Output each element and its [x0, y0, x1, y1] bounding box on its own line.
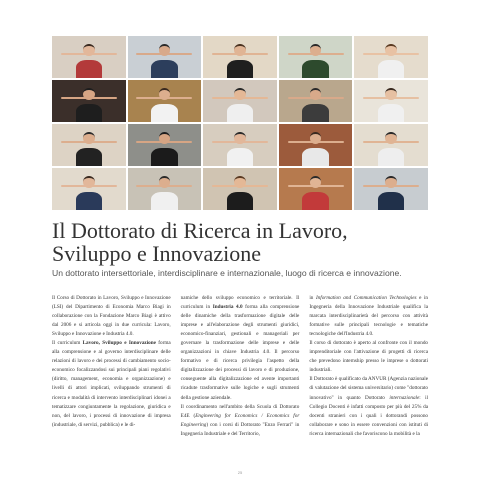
italic-run: internazionale [389, 394, 420, 401]
person-torso [378, 148, 404, 166]
paragraph: Il corso di dottorato è aperto al confronte con il mondo imprenditoriale con l'attivazione di progetti di ricerca che prevedono internship presso le imprese o dottorati industriali. [309, 340, 429, 374]
person-torso [227, 148, 253, 166]
page-subtitle: Un dottorato intersettoriale, interdisciplinare e internazionale, luogo di ricerca e innovazione. [52, 268, 402, 278]
text-run: forma alla comprensione delle dinamiche della trasformazione digitale delle imprese e all'elaborazione degli strumenti giuridici, economico-finanziari, gestionali e manageriali per governare la trasformazione delle imprese e delle organizzazioni in chiave Industria 4.0. Il percorso formativo e di ricerca privilegia l'aspetto della digitalizzazione dei processi di lavoro e di produzione, conseguente alla digitalizzazione ed avente importanti ricadute trasformative sulle logiche e sugli strumenti della gestione aziendale. [180, 304, 300, 401]
photo-tile [128, 124, 202, 166]
italic-run: Engineering for Economics / Economics for Engineering [180, 412, 300, 428]
person-torso [151, 60, 177, 78]
paragraph: Il Corso di Dottorato in Lavoro, Sviluppo e Innovazione (LSI) del Dipartimento di Economia Marco Biagi in collaborazione con la Fondazione Marco Biagi è attivo dal 2006 e si articola oggi in due curricula: Lavoro, Sviluppo e Innovazione e Industria 4.0. [52, 295, 171, 338]
text-run: Il curriculum [52, 340, 83, 347]
person-torso [76, 192, 102, 210]
photo-tile [354, 124, 428, 166]
person-torso [151, 104, 177, 122]
body-columns [52, 294, 428, 464]
column-1 [52, 294, 171, 464]
paragraph [181, 294, 300, 403]
person-torso [302, 192, 328, 210]
person-torso [76, 60, 102, 78]
text-run: Il coordinamento nell'ambito della Scuola di Dottorato E4E ( [180, 403, 300, 419]
person-torso [227, 192, 253, 210]
bold-run: Lavoro, Sviluppo e Innovazione [82, 340, 156, 347]
text-run: forma alla comprensione e al governo interdisciplinare delle relazioni di lavoro e dei processi di cambiamento socio-economico focalizzandosi sui principali piani regolativi (diritto, management, economia e organizzazione) e livelli di attori implicati, sviluppando strumenti di ricerca e modalità di intervento interdisciplinari idonei a tematizzare congiuntamente la regolazione, giuridica e non, del lavoro, i processi di innovazione di impresa (industriale, di servizi, pubblica) e le di- [52, 340, 171, 428]
photo-tile [279, 168, 353, 210]
person-torso [378, 192, 404, 210]
photo-tile [52, 80, 126, 122]
person-torso [302, 104, 328, 122]
page-number: 25 [237, 470, 243, 475]
photo-tile [203, 124, 277, 166]
title-line-2: Sviluppo e Innovazione [52, 241, 261, 266]
photo-tile [203, 168, 277, 210]
person-torso [151, 192, 177, 210]
photo-tile [279, 80, 353, 122]
paragraph [309, 375, 428, 438]
person-torso [227, 60, 253, 78]
photo-tile [52, 124, 126, 166]
photo-tile [203, 80, 277, 122]
column-2 [181, 294, 300, 464]
person-torso [227, 104, 253, 122]
photo-tile [128, 168, 202, 210]
text-run: namiche dello sviluppo economico e territoriale. Il curriculum in [180, 295, 300, 311]
photo-tile [52, 168, 126, 210]
paragraph [52, 339, 171, 429]
photo-tile [128, 80, 202, 122]
photo-tile [354, 36, 428, 78]
text-run: Il Dottorato è qualificato da ANVUR (Agenzia nazionale di valutazione del sistema universitario) come "dottorato innovativo" in quanto Dottorato [309, 376, 429, 401]
text-run: : il Collegio Docenti è infatti composto per più del 25% da docenti stranieri con i quali i dottorandi possono collaborare e sono in essere convenzioni con istituti di ricerca internazionali che favoriscono la mobilità e la [309, 394, 429, 437]
text-run: ) con i corsi di Dottorato "Enzo Ferrari" in Ingegneria Industriale e del Territorio, [180, 421, 300, 437]
text-run: e in Ingegneria della Innovazione Industriale qualifica la marcata interdisciplinarietà del percorso con attività formative sulle principali tecnologie e tematiche tecnologiche dell'Industria 4.0. [309, 295, 429, 338]
photo-tile [203, 36, 277, 78]
photo-tile [354, 168, 428, 210]
person-torso [378, 104, 404, 122]
paragraph [309, 294, 428, 339]
photo-tile [354, 80, 428, 122]
photo-tile [279, 36, 353, 78]
person-torso [378, 60, 404, 78]
person-torso [76, 148, 102, 166]
photo-tile [52, 36, 126, 78]
bold-run: Industria 4.0 [212, 304, 243, 311]
column-3 [309, 294, 428, 464]
page-title [52, 219, 428, 265]
photo-collage [52, 36, 428, 210]
title-line-1: Il Dottorato di Ricerca in Lavoro, [52, 218, 348, 243]
person-torso [151, 148, 177, 166]
photo-tile [128, 36, 202, 78]
person-torso [76, 104, 102, 122]
paragraph [181, 403, 300, 439]
italic-run: Information and Communication Technologies [315, 295, 417, 301]
person-torso [302, 60, 328, 78]
photo-tile [279, 124, 353, 166]
text-run: in [309, 295, 316, 301]
person-torso [302, 148, 328, 166]
